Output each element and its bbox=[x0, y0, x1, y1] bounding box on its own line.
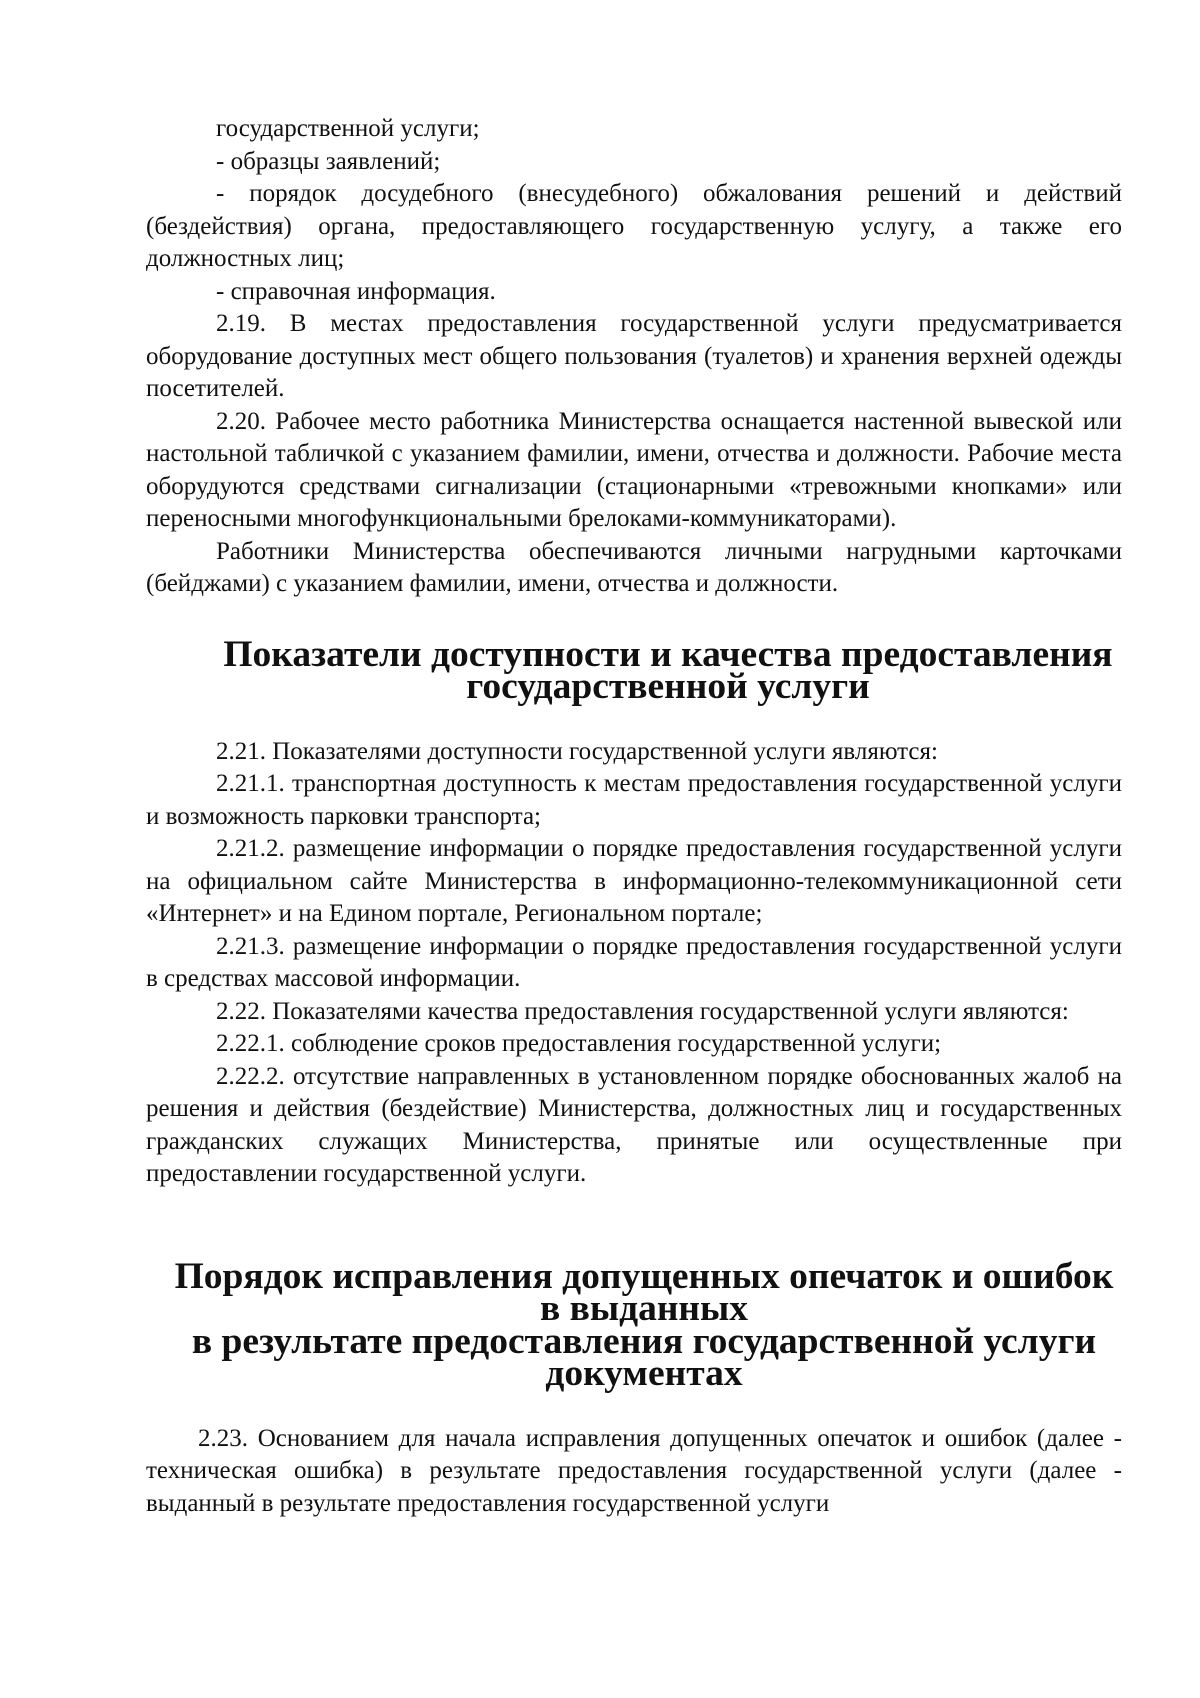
paragraph-2-21: 2.21. Показателями доступности государственной услуги являются: bbox=[216, 737, 938, 765]
paragraph-2-21-1: 2.21.1. транспортная доступность к местам предоставления государственной услуги и возможность парковки транспорта; bbox=[146, 770, 1122, 830]
heading-line: Порядок исправления допущенных опечаток и ошибок в выданных bbox=[174, 1255, 1114, 1329]
paragraph-service-end: государственной услуги; bbox=[216, 115, 480, 142]
paragraph-2-22-2: 2.22.2. отсутствие направленных в установленном порядке обоснованных жалоб на решения и действия (бездействие) Министерства, должностных лиц и государственных гражданских служащих Министерства, принятые или осуществленные при предоставлении государственной услуги. bbox=[146, 1062, 1122, 1187]
list-item-appeal-procedure: - порядок досудебного (внесудебного) обжалования решений и действий (бездействия) органа, предоставляющего государственную услугу, а также его должностных лиц; bbox=[146, 180, 1122, 272]
paragraph-2-23: 2.23. Основанием для начала исправления допущенных опечаток и ошибок (далее - техническая ошибка) в результате предоставления государственной услуги (далее - выданный в результате предоставления государственной услуги bbox=[146, 1424, 1122, 1517]
document-body bbox=[146, 113, 1122, 1520]
heading-line: в результате предоставления государственной услуги bbox=[191, 1320, 1097, 1362]
paragraph-badges: Работники Министерства обеспечиваются личными нагрудными карточками (бейджами) с указанием фамилии, имени, отчества и должности. bbox=[146, 537, 1122, 597]
paragraph-2-20: 2.20. Рабочее место работника Министерства оснащается настенной вывеской или настольной табличкой с указанием фамилии, имени, отчества и должности. Рабочие места оборудуются средствами сигнализации (стационарными «тревожными кнопками» или переносными многофункциональными брелоками-коммуникаторами). bbox=[146, 407, 1122, 532]
paragraph-2-21-2: 2.21.2. размещение информации о порядке предоставления государственной услуги на официальном сайте Министерства в информационно-телекоммуникационной сети «Интернет» и на Едином портале, Региональном портале; bbox=[146, 835, 1122, 927]
paragraph-2-19: 2.19. В местах предоставления государственной услуги предусматривается оборудование доступных мест общего пользования (туалетов) и хранения верхней одежды посетителей. bbox=[146, 310, 1122, 402]
heading-line: документах bbox=[545, 1353, 743, 1394]
heading-line: Показатели доступности и качества предоставления bbox=[223, 633, 1113, 675]
paragraph-2-21-3: 2.21.3. размещение информации о порядке предоставления государственной услуги в средствах массовой информации. bbox=[146, 932, 1122, 992]
section-heading-corrections bbox=[146, 1255, 1122, 1394]
paragraph-2-22: 2.22. Показателями качества предоставления государственной услуги являются: bbox=[216, 997, 1069, 1025]
list-item-sample-applications: - образцы заявлений; bbox=[216, 147, 441, 175]
section-heading-accessibility bbox=[146, 633, 1122, 707]
heading-line: государственной услуги bbox=[466, 666, 870, 707]
list-item-reference-info: - справочная информация. bbox=[216, 277, 496, 305]
paragraph-2-22-1: 2.22.1. соблюдение сроков предоставления государственной услуги; bbox=[216, 1030, 942, 1057]
